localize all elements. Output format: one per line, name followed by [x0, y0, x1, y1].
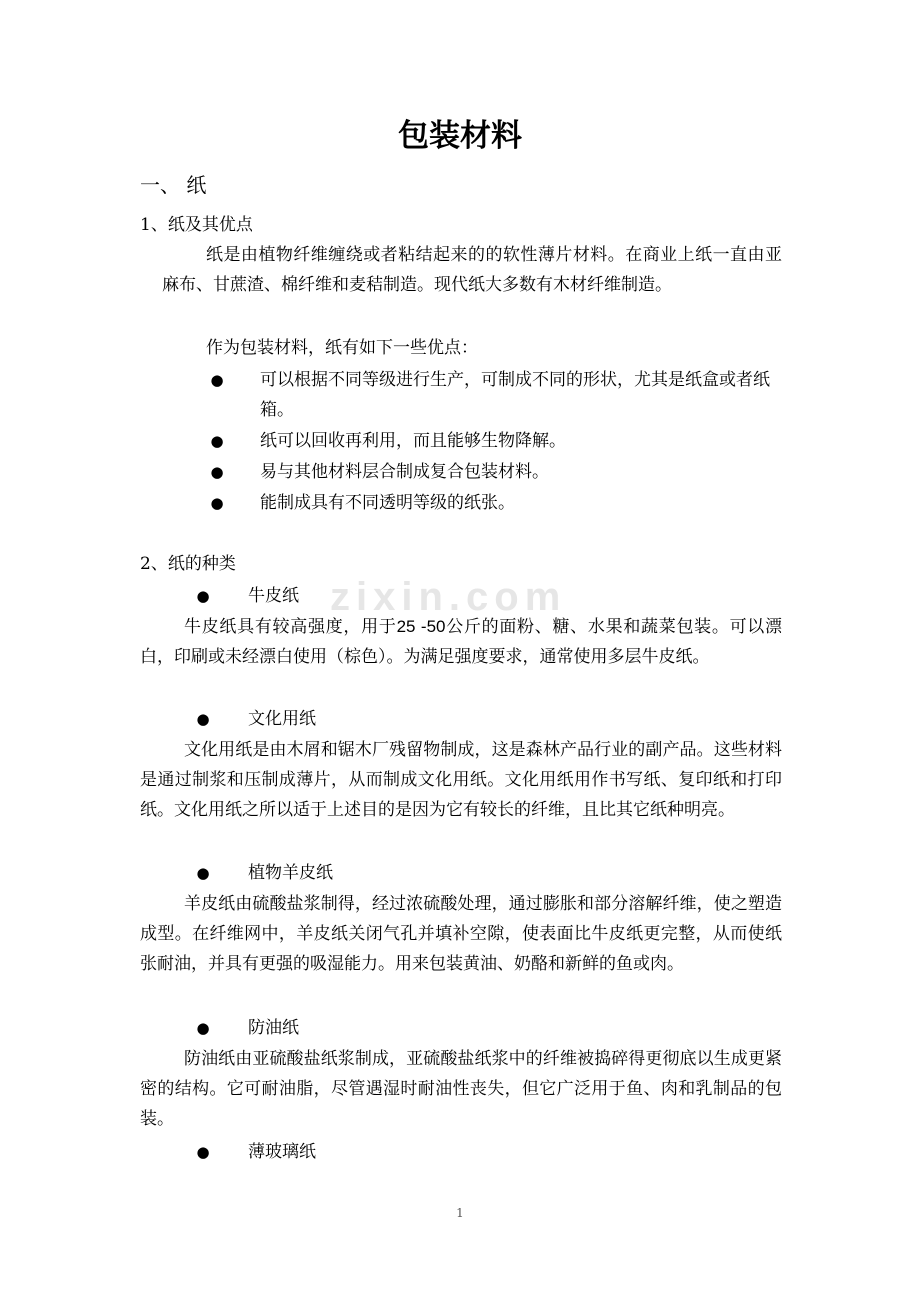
paragraph-kraft-paper: 牛皮纸具有较高强度，用于25 -50公斤的面粉、糖、水果和蔬菜包装。可以漂白，印刷或未经漂白使用（棕色）。为满足强度要求，通常使用多层牛皮纸。: [140, 617, 783, 667]
bullet-icon: ●: [196, 1019, 210, 1037]
paragraph-advantages-lead: 作为包装材料，纸有如下一些优点：: [206, 338, 478, 358]
paragraph-parchment-paper: 羊皮纸由硫酸盐浆制得，经过浓硫酸处理，通过膨胀和部分溶解纤维，使之塑造成型。在纤维网中，羊皮纸关闭气孔并填补空隙，使表面比牛皮纸更完整，从而使纸张耐油，并具有更强的吸湿能力。用来包装黄油、奶酪和新鲜的鱼或肉。: [140, 894, 782, 974]
page-number: 1: [456, 1206, 464, 1220]
bullet-icon: ●: [196, 587, 210, 605]
bullet-icon: ●: [210, 463, 224, 481]
bullet-icon: ●: [196, 710, 210, 728]
list-item: ● 可以根据不同等级进行生产，可制成不同的形状，尤其是纸盒或者纸箱。: [202, 365, 782, 425]
watermark: zixin.com: [330, 575, 567, 619]
document-page: zixin.com 包装材料 一、 纸 1、纸及其优点 纸是由植物纤维缠绕或者粘结起来的的软性薄片材料。在商业上纸一直由亚麻布、甘蔗渣、棉纤维和麦秸制造。现代纸大多数有木材纤维制造。 作为包装材料，纸有如下一些优点： ● 可以根据不同等级进行生产，可制成不同的形状，尤其是纸盒或者纸箱。 ● 纸可以回收再利用，而且能够生物降解。 ● 易与其他材料层合制成复合包装材料。 ● 能制成具有不同透明等级的纸张。 2、纸的种类 ● 牛皮纸 牛皮纸具有较高强度，用于25 -50公斤的面粉、糖、水果和蔬菜包装。可以漂白，印刷或未经漂白使用（棕色）。为满足强度要求，通常使用多层牛皮纸。 ● 文化用纸 文化用纸是由木屑和锯木厂残留物制成，这是森林产品行业的副产品。这些材料是通过制浆和压制成薄片，从而制成文化用纸。文化用纸用作书写纸、复印纸和打印纸。文化用纸之所以适于上述目的是因为它有较长的纤维，且比其它纸种明亮。 ● 植物羊皮纸 羊皮纸由硫酸盐浆制得，经过浓硫酸处理，通过膨胀和部分溶解纤维，使之塑造成型。在纤维网中，羊皮纸关闭气孔并填补空隙，使表面比牛皮纸更完整，从而使纸张耐油，并具有更强的吸湿能力。用来包装黄油、奶酪和新鲜的鱼或肉。 ● 防油纸 防油纸由亚硫酸盐纸浆制成，亚硫酸盐纸浆中的纤维被捣碎得更彻底以生成更紧密的结构。它可耐油脂，尽管遇湿时耐油性丧失，但它广泛用于鱼、肉和乳制品的包装。 ● 薄玻璃纸 1: [0, 0, 920, 1302]
bullet-icon: ●: [210, 432, 224, 450]
paragraph-intro: 纸是由植物纤维缠绕或者粘结起来的的软性薄片材料。在商业上纸一直由亚麻布、甘蔗渣、棉纤维和麦秸制造。现代纸大多数有木材纤维制造。: [162, 245, 782, 295]
subsection-heading-advantages: 1、纸及其优点: [140, 215, 253, 235]
bullet-icon: ●: [196, 864, 210, 882]
section-heading-paper: 一、 纸: [140, 173, 207, 197]
bullet-icon: ●: [196, 1143, 210, 1161]
paragraph-greaseproof-paper: 防油纸由亚硫酸盐纸浆制成，亚硫酸盐纸浆中的纤维被捣碎得更彻底以生成更紧密的结构。它可耐油脂，尽管遇湿时耐油性丧失，但它广泛用于鱼、肉和乳制品的包装。: [140, 1049, 782, 1129]
bullet-icon: ●: [210, 494, 224, 512]
paragraph-cultural-paper: 文化用纸是由木屑和锯木厂残留物制成，这是森林产品行业的副产品。这些材料是通过制浆和压制成薄片，从而制成文化用纸。文化用纸用作书写纸、复印纸和打印纸。文化用纸之所以适于上述目的是因为它有较长的纤维，且比其它纸种明亮。: [140, 740, 782, 820]
subsection-heading-types: 2、纸的种类: [140, 554, 236, 574]
bullet-icon: ●: [210, 371, 224, 389]
page-title: 包装材料: [398, 118, 522, 154]
